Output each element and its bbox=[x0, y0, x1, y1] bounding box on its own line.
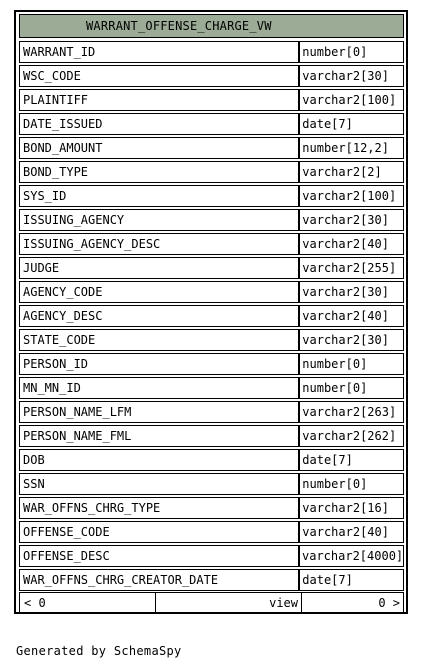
column-type: varchar2[255] bbox=[298, 257, 404, 279]
column-name[interactable]: JUDGE bbox=[19, 257, 300, 279]
column-type: date[7] bbox=[298, 449, 404, 471]
column-type: varchar2[30] bbox=[298, 281, 404, 303]
column-row[interactable] bbox=[19, 185, 404, 207]
column-type: varchar2[40] bbox=[298, 305, 404, 327]
column-row[interactable] bbox=[19, 497, 404, 519]
column-row[interactable] bbox=[19, 545, 404, 567]
column-name[interactable]: PERSON_NAME_FML bbox=[19, 425, 300, 447]
children-count[interactable]: 0 > bbox=[378, 596, 400, 610]
column-type: date[7] bbox=[298, 569, 404, 591]
column-type: varchar2[262] bbox=[298, 425, 404, 447]
column-name[interactable]: MN_MN_ID bbox=[19, 377, 300, 399]
column-name[interactable]: ISSUING_AGENCY bbox=[19, 209, 300, 231]
table-footer bbox=[19, 592, 404, 614]
column-row[interactable] bbox=[19, 425, 404, 447]
table-inner bbox=[19, 14, 404, 614]
column-row[interactable] bbox=[19, 305, 404, 327]
column-type: varchar2[16] bbox=[298, 497, 404, 519]
column-type: varchar2[30] bbox=[298, 209, 404, 231]
column-type: varchar2[100] bbox=[298, 89, 404, 111]
column-name[interactable]: AGENCY_DESC bbox=[19, 305, 300, 327]
column-type: number[0] bbox=[298, 377, 404, 399]
table-node[interactable] bbox=[14, 10, 408, 614]
column-type: varchar2[30] bbox=[298, 65, 404, 87]
column-list bbox=[19, 41, 404, 591]
table-title[interactable]: WARRANT_OFFENSE_CHARGE_VW bbox=[19, 14, 404, 38]
table-kind: view bbox=[156, 593, 302, 613]
column-row[interactable] bbox=[19, 257, 404, 279]
generated-by-text: Generated by SchemaSpy bbox=[16, 644, 182, 658]
column-type: date[7] bbox=[298, 113, 404, 135]
column-row[interactable] bbox=[19, 161, 404, 183]
column-name[interactable]: PERSON_NAME_LFM bbox=[19, 401, 300, 423]
column-row[interactable] bbox=[19, 113, 404, 135]
column-name[interactable]: OFFENSE_CODE bbox=[19, 521, 300, 543]
column-name[interactable]: DATE_ISSUED bbox=[19, 113, 300, 135]
column-name[interactable]: DOB bbox=[19, 449, 300, 471]
column-name[interactable]: STATE_CODE bbox=[19, 329, 300, 351]
column-row[interactable] bbox=[19, 281, 404, 303]
column-type: number[0] bbox=[298, 353, 404, 375]
column-row[interactable] bbox=[19, 329, 404, 351]
column-row[interactable] bbox=[19, 521, 404, 543]
column-row[interactable] bbox=[19, 137, 404, 159]
column-name[interactable]: WAR_OFFNS_CHRG_TYPE bbox=[19, 497, 300, 519]
column-name[interactable]: ISSUING_AGENCY_DESC bbox=[19, 233, 300, 255]
column-name[interactable]: PERSON_ID bbox=[19, 353, 300, 375]
column-type: varchar2[30] bbox=[298, 329, 404, 351]
column-name[interactable]: PLAINTIFF bbox=[19, 89, 300, 111]
column-row[interactable] bbox=[19, 449, 404, 471]
column-name[interactable]: WAR_OFFNS_CHRG_CREATOR_DATE bbox=[19, 569, 300, 591]
column-name[interactable]: AGENCY_CODE bbox=[19, 281, 300, 303]
column-name[interactable]: SYS_ID bbox=[19, 185, 300, 207]
column-row[interactable] bbox=[19, 401, 404, 423]
column-name[interactable]: BOND_TYPE bbox=[19, 161, 300, 183]
column-type: number[0] bbox=[298, 473, 404, 495]
column-row[interactable] bbox=[19, 377, 404, 399]
column-name[interactable]: WARRANT_ID bbox=[19, 41, 300, 63]
column-type: number[0] bbox=[298, 41, 404, 63]
column-row[interactable] bbox=[19, 89, 404, 111]
column-row[interactable] bbox=[19, 65, 404, 87]
column-type: varchar2[263] bbox=[298, 401, 404, 423]
column-type: varchar2[40] bbox=[298, 521, 404, 543]
column-type: varchar2[2] bbox=[298, 161, 404, 183]
column-row[interactable] bbox=[19, 41, 404, 63]
parents-count[interactable]: < 0 bbox=[20, 593, 156, 613]
column-type: number[12,2] bbox=[298, 137, 404, 159]
column-type: varchar2[40] bbox=[298, 233, 404, 255]
column-type: varchar2[4000] bbox=[298, 545, 404, 567]
column-name[interactable]: SSN bbox=[19, 473, 300, 495]
column-type: varchar2[100] bbox=[298, 185, 404, 207]
column-row[interactable] bbox=[19, 353, 404, 375]
column-name[interactable]: OFFENSE_DESC bbox=[19, 545, 300, 567]
column-row[interactable] bbox=[19, 233, 404, 255]
column-row[interactable] bbox=[19, 209, 404, 231]
column-name[interactable]: BOND_AMOUNT bbox=[19, 137, 300, 159]
column-row[interactable] bbox=[19, 473, 404, 495]
column-row[interactable] bbox=[19, 569, 404, 591]
column-name[interactable]: WSC_CODE bbox=[19, 65, 300, 87]
